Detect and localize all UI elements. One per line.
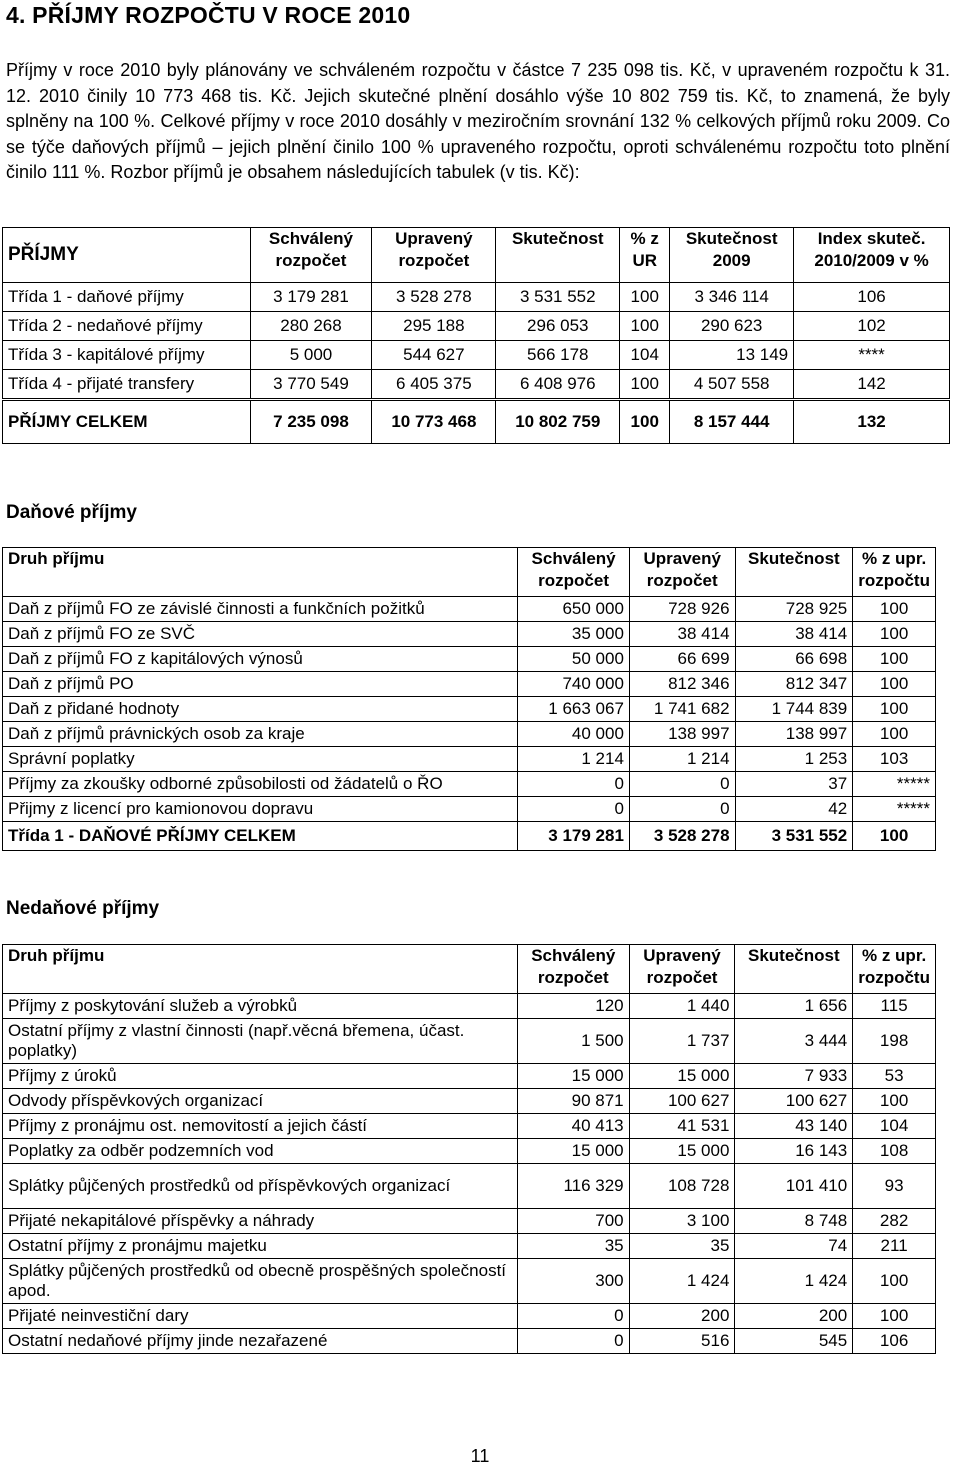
table-cell: 1 744 839 <box>735 697 853 722</box>
table-cell: 10 802 759 <box>496 400 620 444</box>
column-header: Upravený rozpočet <box>629 548 735 597</box>
table-cell: 37 <box>735 772 853 797</box>
column-header: % z upr. rozpočtu <box>853 945 936 994</box>
table-cell: 15 000 <box>517 1064 629 1089</box>
table-cell: 100 <box>853 722 936 747</box>
table-cell: 100 <box>853 672 936 697</box>
table-total-row <box>3 822 936 851</box>
row-label: Daň z příjmů FO z kapitálových výnosů <box>3 647 518 672</box>
row-label: Ostatní příjmy z vlastní činnosti (např.věcná břemena, účast. poplatky) <box>3 1019 518 1064</box>
row-label: Třída 3 - kapitálové příjmy <box>3 341 251 370</box>
table-cell: 1 737 <box>629 1019 735 1064</box>
table-cell: 100 <box>620 312 670 341</box>
table-cell: 66 699 <box>629 647 735 672</box>
table-cell: 100 <box>853 822 936 851</box>
table-cell: 295 188 <box>372 312 496 341</box>
table-cell: 0 <box>517 1304 629 1329</box>
table-cell: 0 <box>518 772 630 797</box>
table-cell: 728 926 <box>629 597 735 622</box>
table-row <box>3 1329 936 1354</box>
table-cell: 3 531 552 <box>496 283 620 312</box>
table-cell: 1 424 <box>629 1259 735 1304</box>
table-cell: 516 <box>629 1329 735 1354</box>
column-header: Upravený rozpočet <box>629 945 735 994</box>
table-cell: 38 414 <box>735 622 853 647</box>
table-cell: 1 663 067 <box>518 697 630 722</box>
table-cell: 43 140 <box>735 1114 853 1139</box>
column-header: Druh příjmu <box>3 548 518 597</box>
table-cell: 812 346 <box>629 672 735 697</box>
table-cell: 53 <box>853 1064 936 1089</box>
row-label: Třída 4 - přijaté transfery <box>3 370 251 400</box>
table-cell: 300 <box>517 1259 629 1304</box>
intro-paragraph: Příjmy v roce 2010 byly plánovány ve schváleném rozpočtu v částce 7 235 098 tis. Kč, v upraveném rozpočtu k 31. 12. 2010 činily 10 773 468 tis. Kč. Jejich skutečné plnění dosáhlo výše 10 802 759 tis. Kč, to znamená, že byly splněny na 100 %. Celkové příjmy v roce 2010 dosáhly v meziročním srovnání 132 % celkových příjmů roku 2009. Co se týče daňových příjmů – jejich plnění činilo 100 % upraveného rozpočtu, oproti schválenému rozpočtu toto plnění činilo 111 %. Rozbor příjmů je obsahem následujících tabulek (v tis. Kč): <box>6 60 950 182</box>
table-cell: 6 408 976 <box>496 370 620 400</box>
table-header-row <box>3 228 950 283</box>
table-cell: 700 <box>517 1209 629 1234</box>
table-cell: 1 741 682 <box>629 697 735 722</box>
table-row <box>3 994 936 1019</box>
table-cell: 740 000 <box>518 672 630 697</box>
table-cell: 100 <box>620 400 670 444</box>
row-label: Splátky půjčených prostředků od příspěvkových organizací <box>3 1164 518 1209</box>
row-label: Příjmy z poskytování služeb a výrobků <box>3 994 518 1019</box>
table-cell: 40 413 <box>517 1114 629 1139</box>
row-label: Příjmy za zkoušky odborné způsobilosti od žádatelů o ŘO <box>3 772 518 797</box>
row-label: Daň z příjmů FO ze SVČ <box>3 622 518 647</box>
table-cell: 15 000 <box>629 1064 735 1089</box>
table-cell: 100 <box>620 370 670 400</box>
table-cell: 101 410 <box>735 1164 853 1209</box>
table-cell: 3 528 278 <box>372 283 496 312</box>
row-label: Přijaté nekapitálové příspěvky a náhrady <box>3 1209 518 1234</box>
table-cell: 1 214 <box>518 747 630 772</box>
table-row <box>3 1019 936 1064</box>
table-cell: ***** <box>853 797 936 822</box>
table-row <box>3 312 950 341</box>
table-cell: 1 656 <box>735 994 853 1019</box>
table-cell: 1 440 <box>629 994 735 1019</box>
table-row <box>3 772 936 797</box>
table-cell: 812 347 <box>735 672 853 697</box>
table-cell: 115 <box>853 994 936 1019</box>
table-cell: 100 <box>853 647 936 672</box>
row-label: Ostatní nedaňové příjmy jinde nezařazené <box>3 1329 518 1354</box>
table-cell: 50 000 <box>518 647 630 672</box>
column-header: Druh příjmu <box>3 945 518 994</box>
row-label: Splátky půjčených prostředků od obecně prospěšných společností apod. <box>3 1259 518 1304</box>
table-row <box>3 1164 936 1209</box>
table-cell: 0 <box>629 797 735 822</box>
table-cell: 15 000 <box>629 1139 735 1164</box>
table-cell: 100 <box>853 597 936 622</box>
column-header: Skutečnost 2009 <box>670 228 794 283</box>
table-row <box>3 1304 936 1329</box>
row-label: Příjmy z pronájmu ost. nemovitostí a jejich částí <box>3 1114 518 1139</box>
table-cell: 100 <box>853 622 936 647</box>
table-cell: 66 698 <box>735 647 853 672</box>
table-cell: 211 <box>853 1234 936 1259</box>
table-cell: 7 933 <box>735 1064 853 1089</box>
column-header: % z UR <box>620 228 670 283</box>
table-cell: ***** <box>853 772 936 797</box>
table-row <box>3 672 936 697</box>
table-cell: 3 100 <box>629 1209 735 1234</box>
table-row <box>3 341 950 370</box>
table-cell: 8 157 444 <box>670 400 794 444</box>
page-title: 4. PŘÍJMY ROZPOČTU V ROCE 2010 <box>6 2 411 28</box>
table-cell: 40 000 <box>518 722 630 747</box>
row-label: Daň z příjmů FO ze závislé činnosti a funkčních požitků <box>3 597 518 622</box>
table-cell: 566 178 <box>496 341 620 370</box>
table-row <box>3 622 936 647</box>
table-cell: 3 770 549 <box>250 370 372 400</box>
table-cell: 3 179 281 <box>250 283 372 312</box>
row-label: Ostatní příjmy z pronájmu majetku <box>3 1234 518 1259</box>
table-cell: 102 <box>794 312 950 341</box>
table-cell: 6 405 375 <box>372 370 496 400</box>
table-row <box>3 647 936 672</box>
row-label: Odvody příspěvkových organizací <box>3 1089 518 1114</box>
table-cell: 132 <box>794 400 950 444</box>
table-header-row <box>3 548 936 597</box>
table-cell: 100 <box>620 283 670 312</box>
table-cell: 106 <box>794 283 950 312</box>
table-cell: 545 <box>735 1329 853 1354</box>
table-cell: 3 531 552 <box>735 822 853 851</box>
table-row <box>3 722 936 747</box>
table-cell: 13 149 <box>670 341 794 370</box>
table-header-row <box>3 945 936 994</box>
table-cell: 116 329 <box>517 1164 629 1209</box>
table-cell: 100 627 <box>735 1089 853 1114</box>
table-row <box>3 1114 936 1139</box>
table-cell: 296 053 <box>496 312 620 341</box>
table-cell: 138 997 <box>735 722 853 747</box>
table-cell: 0 <box>518 797 630 822</box>
income-summary-table <box>2 227 950 444</box>
table-cell: 282 <box>853 1209 936 1234</box>
table-cell: 290 623 <box>670 312 794 341</box>
table-cell: 42 <box>735 797 853 822</box>
column-header: Schválený rozpočet <box>518 548 630 597</box>
table-cell: 74 <box>735 1234 853 1259</box>
table-cell: 100 <box>853 697 936 722</box>
table-cell: 3 179 281 <box>518 822 630 851</box>
table-cell: 41 531 <box>629 1114 735 1139</box>
row-label: Příjmy z úroků <box>3 1064 518 1089</box>
table-cell: 138 997 <box>629 722 735 747</box>
table-cell: 104 <box>853 1114 936 1139</box>
tax-income-table <box>2 547 936 851</box>
row-label: Přijaté neinvestiční dary <box>3 1304 518 1329</box>
section-heading-danove: Daňové příjmy <box>6 502 137 523</box>
column-header: Skutečnost <box>735 945 853 994</box>
column-header: Upravený rozpočet <box>372 228 496 283</box>
row-label: Třída 1 - daňové příjmy <box>3 283 251 312</box>
table-row <box>3 1234 936 1259</box>
table-row <box>3 797 936 822</box>
column-header: Schválený rozpočet <box>517 945 629 994</box>
table-row <box>3 747 936 772</box>
table-row <box>3 1209 936 1234</box>
table-cell: **** <box>794 341 950 370</box>
table-cell: 198 <box>853 1019 936 1064</box>
table-cell: 38 414 <box>629 622 735 647</box>
section-heading-nedanove: Nedaňové příjmy <box>6 898 160 919</box>
table-cell: 103 <box>853 747 936 772</box>
table-cell: 15 000 <box>517 1139 629 1164</box>
table-cell: 100 <box>853 1259 936 1304</box>
table-cell: 35 <box>517 1234 629 1259</box>
table-cell: 200 <box>735 1304 853 1329</box>
table-cell: 3 346 114 <box>670 283 794 312</box>
non-tax-income-table <box>2 944 936 1354</box>
table-cell: 0 <box>517 1329 629 1354</box>
table-cell: 10 773 468 <box>372 400 496 444</box>
row-label: Přijmy z licencí pro kamionovou dopravu <box>3 797 518 822</box>
table-cell: 728 925 <box>735 597 853 622</box>
table-cell: 544 627 <box>372 341 496 370</box>
table-cell: 100 627 <box>629 1089 735 1114</box>
table-cell: 104 <box>620 341 670 370</box>
page-number: 11 <box>470 1446 490 1466</box>
table-cell: 93 <box>853 1164 936 1209</box>
table-cell: 280 268 <box>250 312 372 341</box>
row-label: Třída 2 - nedaňové příjmy <box>3 312 251 341</box>
table-row <box>3 1064 936 1089</box>
table-cell: 3 444 <box>735 1019 853 1064</box>
column-header: Index skuteč. 2010/2009 v % <box>794 228 950 283</box>
table-cell: 7 235 098 <box>250 400 372 444</box>
table-cell: 4 507 558 <box>670 370 794 400</box>
table-cell: 106 <box>853 1329 936 1354</box>
table-cell: 142 <box>794 370 950 400</box>
table-cell: 1 500 <box>517 1019 629 1064</box>
table-row <box>3 1139 936 1164</box>
row-label: Správní poplatky <box>3 747 518 772</box>
table-cell: 1 253 <box>735 747 853 772</box>
table-cell: 108 <box>853 1139 936 1164</box>
column-header: % z upr. rozpočtu <box>853 548 936 597</box>
table-row <box>3 1089 936 1114</box>
column-header: PŘÍJMY <box>3 228 251 283</box>
table-cell: 0 <box>629 772 735 797</box>
row-label: Daň z příjmů PO <box>3 672 518 697</box>
table-cell: 3 528 278 <box>629 822 735 851</box>
table-row <box>3 597 936 622</box>
table-row <box>3 283 950 312</box>
column-header: Skutečnost <box>735 548 853 597</box>
table-cell: 108 728 <box>629 1164 735 1209</box>
table-total-row <box>3 400 950 444</box>
table-cell: 35 000 <box>518 622 630 647</box>
table-cell: 90 871 <box>517 1089 629 1114</box>
table-cell: 100 <box>853 1304 936 1329</box>
table-cell: 120 <box>517 994 629 1019</box>
row-label: PŘÍJMY CELKEM <box>3 400 251 444</box>
table-cell: 200 <box>629 1304 735 1329</box>
table-cell: 16 143 <box>735 1139 853 1164</box>
table-row <box>3 370 950 400</box>
table-cell: 8 748 <box>735 1209 853 1234</box>
table-cell: 1 424 <box>735 1259 853 1304</box>
table-row <box>3 697 936 722</box>
row-label: Poplatky za odběr podzemních vod <box>3 1139 518 1164</box>
table-row <box>3 1259 936 1304</box>
column-header: Skutečnost <box>496 228 620 283</box>
table-cell: 5 000 <box>250 341 372 370</box>
row-label: Třída 1 - DAŇOVÉ PŘÍJMY CELKEM <box>3 822 518 851</box>
row-label: Daň z přidané hodnoty <box>3 697 518 722</box>
row-label: Daň z příjmů právnických osob za kraje <box>3 722 518 747</box>
table-cell: 650 000 <box>518 597 630 622</box>
column-header: Schválený rozpočet <box>250 228 372 283</box>
table-cell: 35 <box>629 1234 735 1259</box>
table-cell: 1 214 <box>629 747 735 772</box>
table-cell: 100 <box>853 1089 936 1114</box>
